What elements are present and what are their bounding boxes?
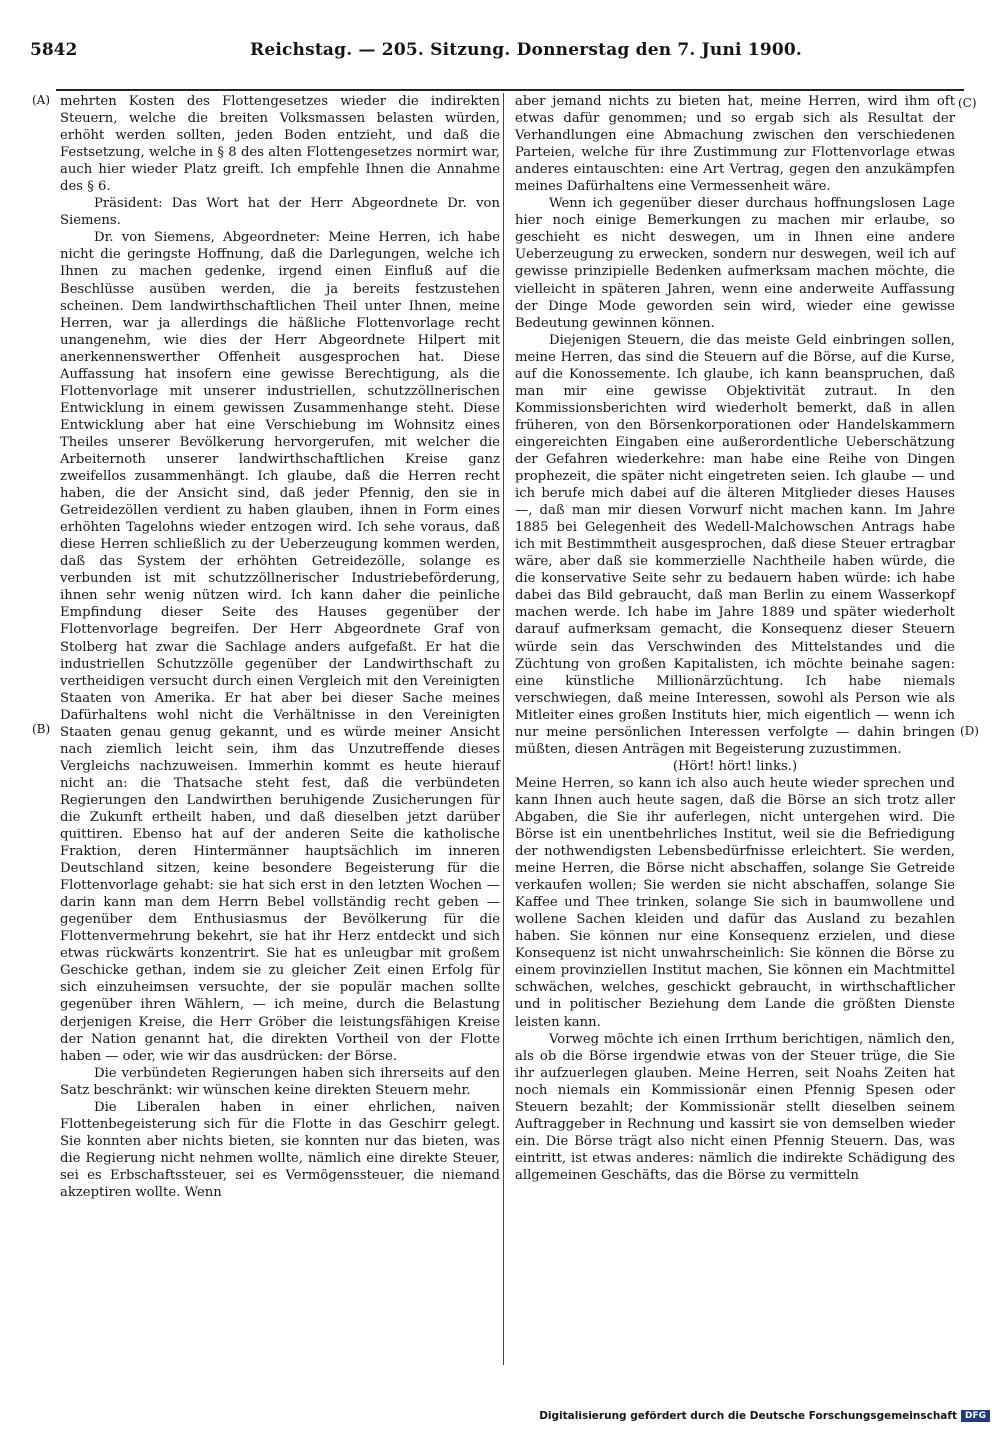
page-number: 5842: [30, 40, 78, 60]
header-rule: [56, 89, 964, 91]
margin-mark-d: (D): [960, 724, 979, 738]
left-column: [60, 93, 500, 1201]
paragraph: Vorweg möchte ich einen Irrthum berichtigen, nämlich den, als ob die Börse irgendwie etwas von der Steuer trüge, die Sie ihr aufzuerlegen glauben. Meine Herren, seit Noahs Zeiten hat noch niemals ein Kommissionär einen Pfennig Spesen oder Steuern bezahlt; der Kommissionär stellt dieselben seinem Auftraggeber in Rechnung und kassirt sie von demselben wieder ein. Die Börse trägt also nicht einen Pfennig Steuern. Das, was eintritt, ist etwas anderes: nämlich die indirekte Schädigung des allgemeinen Geschäfts, das die Börse zu vermitteln: [515, 1031, 955, 1183]
column-divider: [503, 93, 504, 1365]
footer-text: Digitalisierung gefördert durch die Deutsche Forschungsgemeinschaft: [539, 1410, 957, 1422]
paragraph: Diejenigen Steuern, die das meiste Geld einbringen sollen, meine Herren, das sind die Steuern auf die Börse, auf die Kurse, auf die Konossemente. Ich glaube, ich kann beanspruchen, daß man mir eine gewisse Objektivität zutraut. In den Kommissionsberichten wird wiederholt bemerkt, daß in allen früheren, von den Börsenkorporationen oder Handelskammern eingereichten Eingaben eine außerordentliche Ueberschätzung der Gefahren wiederkehre: man habe eine Reihe von Dingen prophezeit, die später nicht eingetreten seien. Ich glaube — und ich berufe mich dabei auf die älteren Mitglieder dieses Hauses —, daß man mir diesen Vorwurf nicht machen kann. Im Jahre 1885 bei Gelegenheit des Wedell-Malchowschen Antrags habe ich mit Bestimmtheit ausgesprochen, daß diese Steuer ertragbar wäre, aber daß sie kommerzielle Nachtheile haben würde, die die konservative Seite sehr zu bedauern haben würde: ich habe dabei das Bild gebraucht, daß man Berlin zu einem Wasserkopf machen werde. Ich habe im Jahre 1889 und später wiederholt darauf aufmerksam gemacht, die Konsequenz dieser Steuern würde sein das Verschwinden des Mittelstandes und die Züchtung von großen Kapitalisten, ich möchte beinahe sagen: eine künstliche Millionärzüchtung. Ich habe niemals verschwiegen, daß meine Interessen, sowohl als Person wie als Mitleiter eines großen Instituts hier, mich eigentlich — wenn ich nur meine persönlichen Interessen verfolgte — dahin bringen müßten, diesen Anträgen mit Begeisterung zuzustimmen.: [515, 332, 955, 757]
paragraph: Präsident: Das Wort hat der Herr Abgeordnete Dr. von Siemens.: [60, 196, 500, 229]
interjection: (Hört! hört! links.): [672, 758, 798, 774]
right-column: [515, 93, 955, 1184]
dfg-logo: DFG: [961, 1410, 990, 1422]
paragraph: Dr. von Siemens, Abgeordneter: Meine Herren, ich habe nicht die geringste Hoffnung, daß die Darlegungen, welche ich Ihnen zu machen gedenke, irgend einen Einfluß auf die Beschlüsse ausüben werden, die ja bereits festzustehen scheinen. Dem landwirthschaftlichen Theil unter Ihnen, meine Herren, war ja allerdings die häßliche Flottenvorlage recht unangenehm, wie dies der Herr Abgeordnete Hilpert mit anerkennenswerther Offenheit ausgesprochen hat. Diese Auffassung hat insofern eine gewisse Berechtigung, als die Flottenvorlage mit unserer industriellen, schutzzöllnerischen Entwicklung in einem gewissen Zusammenhange steht. Diese Entwicklung aber hat eine Verschiebung im Wohnsitz eines Theiles unserer Bevölkerung hervorgerufen, mit welcher die Arbeiternoth unserer landwirthschaftlichen Kreise ganz zweifellos zusammenhängt. Ich glaube, daß die Herren recht haben, die der Ansicht sind, daß jeder Pfennig, den sie in Getreidezöllen verdient zu haben glauben, ihnen in Form eines erhöhten Tagelohns wieder entzogen wird. Ich sehe voraus, daß diese Herren schließlich zu der Ueberzeugung kommen werden, daß das System der erhöhten Getreidezölle, solange es verbunden ist mit schutzzöllnerischer Industriebeförderung, ihnen sehr wenig nützen wird. Ich kann daher die peinliche Empfindung dieser Seite des Hauses gegenüber der Flottenvorlage begreifen. Der Herr Abgeordnete Graf von Stolberg hat zwar die Sachlage anders aufgefaßt. Er hat die industriellen Schutzzölle gegenüber der Landwirthschaft zu vertheidigen versucht durch einen Vergleich mit den Vereinigten Staaten von Amerika. Er hat aber bei dieser Sache meines Dafürhaltens wohl nicht die Verhältnisse in den Vereinigten Staaten genau genug gekannt, und es würde meiner Ansicht nach ziemlich leicht sein, ihm das Unzutreffende dieses Vergleichs nachzuweisen. Immerhin kommt es heute hierauf nicht an: die Thatsache steht fest, daß die verbündeten Regierungen den Landwirthen beruhigende Zusicherungen für die Zukunft ertheilt haben, und daß dieselben jetzt darüber quittiren. Ebenso hat auf der anderen Seite die katholische Fraktion, deren Hintermänner hauptsächlich im inneren Deutschland sitzen, keine besondere Begeisterung für die Flottenvorlage gehabt: sie hat sich erst in den letzten Wochen — darin kann man dem Herrn Bebel vollständig recht geben — gegenüber dem Enthusiasmus der Bevölkerung für die Flottenvermehrung bekehrt, sie hat ihr Herz entdeckt und sich etwas rückwärts konzentrirt. Sie hat es unleugbar mit großem Geschicke gethan, indem sie zu gleicher Zeit einen Erfolg für sich einzuheimsen versuchte, der sie populär machen sollte gegenüber ihren Wählern, — ich meine, durch die Belastung derjenigen Kreise, die Herr Gröber die leistungsfähigen Kreise der Nation genannt hat, die direkten Vortheil von der Flotte haben — oder, wie wir das ausdrücken: der Börse.: [60, 230, 500, 1064]
paragraph: Die Liberalen haben in einer ehrlichen, naiven Flottenbegeisterung sich für die Flotte in das Geschirr gelegt. Sie konnten aber nichts bieten, sie konnten nur das bieten, was die Regierung nicht nehmen wollte, nämlich eine direkte Steuer, sei es Erbschaftssteuer, sei es Vermögenssteuer, die niemand akzeptiren wollte. Wenn: [60, 1099, 500, 1200]
margin-mark-a: (A): [32, 93, 51, 107]
paragraph: Wenn ich gegenüber dieser durchaus hoffnungslosen Lage hier noch einige Bemerkungen zu machen mir erlaube, so geschieht es nicht deswegen, um in Ihnen eine andere Ueberzeugung zu erwecken, sondern nur deswegen, weil ich auf gewisse prinzipielle Bedenken aufmerksam machen möchte, die vielleicht in späteren Jahren, wenn eine anderweite Auffassung der Dinge Mode geworden sein wird, wieder eine gewisse Bedeutung gewinnen können.: [515, 196, 955, 331]
footer-credit: [539, 1410, 990, 1422]
paragraph: mehrten Kosten des Flottengesetzes wieder die indirekten Steuern, welche die breiten Volksmassen belasten würden, erhöht werden sollten, jeden Boden entzieht, und daß die Festsetzung, welche in § 8 des alten Flottengesetzes normirt war, auch hier wieder Platz greift. Ich empfehle Ihnen die Annahme des § 6.: [60, 94, 500, 195]
page-header: [30, 40, 970, 66]
running-title: Reichstag. — 205. Sitzung. Donnerstag den 7. Juni 1900.: [250, 40, 803, 60]
margin-mark-c: (C): [958, 96, 977, 110]
paragraph: Meine Herren, so kann ich also auch heute wieder sprechen und kann Ihnen auch heute sagen, daß die Börse an sich trotz aller Abgaben, die Sie ihr auferlegen, nicht untergehen wird. Die Börse ist ein unentbehrliches Institut, weil sie die Befriedigung der nothwendigsten Lebensbedürfnisse erleichtert. Sie werden, meine Herren, die Börse nicht abschaffen, solange Sie Getreide verkaufen wollen; Sie werden sie nicht abschaffen, solange Sie Kaffee und Thee trinken, solange Sie sich in baumwollene und wollene Sachen kleiden und dafür das Ausland zu bezahlen haben. Sie können nur eine Konsequenz erzielen, und diese Konsequenz ist nicht unwahrscheinlich: Sie können die Börse zu einem provinziellen Institut machen, Sie können ein Machtmittel schwächen, welches, geschickt gebraucht, in wirthschaftlicher und in politischer Beziehung dem Lande die größten Dienste leisten kann.: [515, 775, 955, 1030]
margin-mark-b: (B): [32, 722, 51, 736]
paragraph: aber jemand nichts zu bieten hat, meine Herren, wird ihm oft etwas dafür genommen; und so ergab sich als Resultat der Verhandlungen eine Abmachung zwischen den verschiedenen Parteien, welche für ihre Zustimmung zur Flottenvorlage etwas anderes eintauschten: eine Art Vertrag, gegen den anzukämpfen meines Dafürhaltens eine Vermessenheit wäre.: [515, 94, 955, 195]
paragraph: Die verbündeten Regierungen haben sich ihrerseits auf den Satz beschränkt: wir wünschen keine direkten Steuern mehr.: [60, 1065, 500, 1098]
